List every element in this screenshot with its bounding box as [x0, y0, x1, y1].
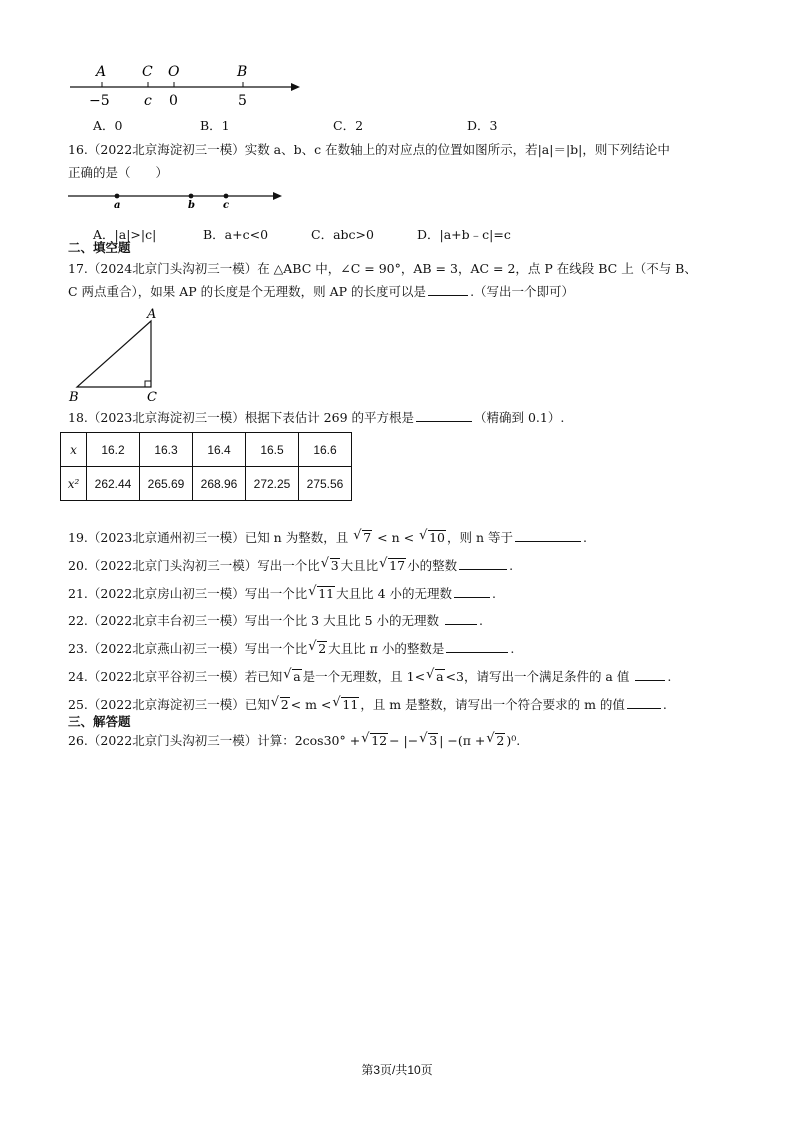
q18-text — [68, 410, 564, 426]
q19-answer-blank[interactable] — [515, 530, 581, 542]
q17-text-line2 — [68, 284, 574, 300]
sqrt-symbol — [379, 558, 406, 574]
label-C: C — [142, 64, 153, 80]
sqrt-symbol — [271, 697, 290, 713]
value-0: 0 — [169, 93, 178, 109]
q15-option-d: D．3 — [467, 118, 498, 133]
table-cell: 262.44 — [87, 467, 140, 501]
q25-answer-blank[interactable] — [627, 697, 661, 709]
q20-text-post: 小的整数 — [407, 558, 458, 573]
number-line-2 — [64, 186, 289, 212]
q20-text-pre: 20.（2022北京门头沟初三一模）写出一个比 — [68, 558, 320, 573]
radicand: 11 — [342, 697, 359, 712]
q15-option-b: B．1 — [200, 118, 230, 133]
q16-option-d: D．|a+b﹣c|=c — [417, 227, 511, 242]
label-O: O — [168, 64, 180, 80]
q23-text: 23.（2022北京燕山初三一模）写出一个比√ 2 大且比 π 小的整数是 . — [68, 641, 514, 657]
q17-text-post: .（写出一个即可） — [470, 284, 575, 299]
q26-text — [68, 733, 520, 749]
sqrt-symbol — [308, 641, 327, 657]
q20-answer-blank[interactable] — [459, 558, 507, 570]
table-cell: 272.25 — [246, 467, 299, 501]
sqrt-symbol — [321, 558, 340, 574]
q24-text: 24.（2022北京平谷初三一模）若已知√ a 是一个无理数，且 1<√ a <3，请写出一个满足条件的 a 值 . — [68, 669, 671, 685]
point-c: c — [223, 200, 230, 211]
q23-answer-blank[interactable] — [446, 641, 508, 653]
q22-text-body: 22.（2022北京丰台初三一模）写出一个比 3 大且比 5 小的无理数 — [68, 613, 439, 628]
radicand: 2 — [496, 733, 505, 748]
q15-option-a: A．0 — [93, 118, 123, 133]
table-cell: 275.56 — [299, 467, 352, 501]
section-solve: 三、解答题 — [68, 714, 131, 729]
q21-answer-blank[interactable] — [454, 586, 490, 598]
q16-option-a: A．|a|>|c| — [93, 227, 157, 242]
q21-text: 21.（2022北京房山初三一模）写出一个比√ 11 大且比 4 小的无理数 . — [68, 586, 496, 602]
vertex-C: C — [147, 390, 157, 405]
value-c: c — [144, 93, 152, 109]
radicand: 11 — [318, 586, 335, 601]
section-fill-in: 二、填空题 — [68, 240, 131, 255]
q15-option-c: C．2 — [333, 118, 364, 133]
q24-text-post: <3，请写出一个满足条件的 a 值 — [445, 669, 630, 684]
table-cell: 16.2 — [87, 433, 140, 467]
q18-text-pre: 18.（2023北京海淀初三一模）根据下表估计 269 的平方根是 — [68, 410, 414, 425]
q25-text-mid: < m < — [290, 697, 332, 712]
q25-text-pre: 25.（2022北京海淀初三一模）已知 — [68, 697, 270, 712]
vertex-B: B — [69, 390, 79, 405]
sqrt-symbol — [419, 733, 438, 749]
q21-text-post: 大且比 4 小的无理数 — [336, 586, 453, 601]
q19-text-mid: < n < — [377, 530, 415, 545]
radicand: 3 — [429, 733, 438, 748]
radicand: 3 — [330, 558, 339, 573]
table-cell: 16.6 — [299, 433, 352, 467]
q25-text: 25.（2022北京海淀初三一模）已知√ 2 < m <√ 11 ，且 m 是整数，请写出一个符合要求的 m 的值 . — [68, 697, 667, 713]
q23-text-post: 大且比 π 小的整数是 — [328, 641, 445, 656]
q20-text: 20.（2022北京门头沟初三一模）写出一个比√ 3 大且比√ 17 小的整数 . — [68, 558, 513, 574]
table-head-x: x — [61, 433, 87, 467]
square-table — [60, 432, 352, 501]
table-cell: 265.69 — [140, 467, 193, 501]
q22-text: 22.（2022北京丰台初三一模）写出一个比 3 大且比 5 小的无理数 . — [68, 613, 483, 628]
point-b: b — [188, 200, 195, 211]
radicand: 12 — [371, 733, 388, 748]
table-row-x — [61, 433, 352, 467]
vertex-A: A — [147, 307, 157, 322]
number-line-1 — [62, 58, 307, 110]
table-head-x2: x² — [61, 467, 87, 501]
sqrt-symbol — [353, 530, 372, 546]
table-cell: 268.96 — [193, 467, 246, 501]
point-a: a — [114, 200, 121, 211]
sqrt-symbol — [486, 733, 505, 749]
radicand: a — [436, 669, 444, 684]
q19-text: 19.（2023北京通州初三一模）已知 n 为整数，且 √ 7 < n < √ 10 ，则 n 等于 . — [68, 530, 587, 546]
sqrt-symbol — [426, 669, 444, 685]
q24-text-pre: 24.（2022北京平谷初三一模）若已知 — [68, 669, 283, 684]
radicand: 17 — [389, 558, 406, 573]
triangle-abc — [64, 306, 174, 406]
q18-text-post: （精确到 0.1）. — [474, 410, 565, 425]
label-A: A — [96, 64, 107, 80]
q16-text-line2: 正确的是（ ） — [68, 165, 169, 180]
radicand: a — [293, 669, 301, 684]
q17-text-pre: C 两点重合），如果 AP 的长度是个无理数，则 AP 的长度可以是 — [68, 284, 427, 299]
sqrt-symbol — [419, 530, 446, 546]
sqrt-symbol — [283, 669, 301, 685]
label-B: B — [237, 64, 248, 80]
q25-text-post: ，且 m 是整数，请写出一个符合要求的 m 的值 — [360, 697, 625, 712]
q18-answer-blank[interactable] — [416, 410, 472, 422]
q24-answer-blank[interactable] — [635, 669, 665, 681]
q26-text-mid1: − |− — [389, 733, 419, 748]
radicand: 2 — [318, 641, 327, 656]
table-row-x2 — [61, 467, 352, 501]
value-minus5: −5 — [89, 93, 110, 109]
table-cell: 16.5 — [246, 433, 299, 467]
table-cell: 16.4 — [193, 433, 246, 467]
radicand: 7 — [363, 530, 372, 545]
table-cell: 16.3 — [140, 433, 193, 467]
q19-text-pre: 19.（2023北京通州初三一模）已知 n 为整数，且 — [68, 530, 349, 545]
q16-text-line1: 16.（2022北京海淀初三一模）实数 a、b、c 在数轴上的对应点的位置如图所示，若|a|＝|b|，则下列结论中 — [68, 142, 670, 157]
q26-text-pre: 26.（2022北京门头沟初三一模）计算：2cos30° + — [68, 733, 361, 748]
radicand: 2 — [280, 697, 289, 712]
page-number: 第3页/共10页 — [361, 1063, 433, 1077]
q21-text-pre: 21.（2022北京房山初三一模）写出一个比 — [68, 586, 308, 601]
q16-option-b: B．a+c<0 — [203, 227, 269, 242]
q24-text-mid: 是一个无理数，且 1< — [302, 669, 426, 684]
q17-text-line1: 17.（2024北京门头沟初三一模）在 △ABC 中，∠C = 90°，AB = 3，AC = 2，点 P 在线段 BC 上（不与 B、 — [68, 261, 697, 276]
value-5: 5 — [238, 93, 247, 109]
sqrt-symbol — [308, 586, 335, 602]
q19-text-post: ，则 n 等于 — [446, 530, 513, 545]
q26-text-mid2: | −(π + — [439, 733, 486, 748]
q17-answer-blank[interactable] — [428, 284, 468, 296]
q16-option-c: C．abc>0 — [311, 227, 374, 242]
sqrt-symbol — [361, 733, 388, 749]
q20-text-mid: 大且比 — [340, 558, 379, 573]
radicand: 10 — [429, 530, 445, 545]
q23-text-pre: 23.（2022北京燕山初三一模）写出一个比 — [68, 641, 308, 656]
q26-text-post: )⁰. — [506, 733, 521, 748]
sqrt-symbol — [332, 697, 359, 713]
q22-answer-blank[interactable] — [445, 613, 477, 625]
